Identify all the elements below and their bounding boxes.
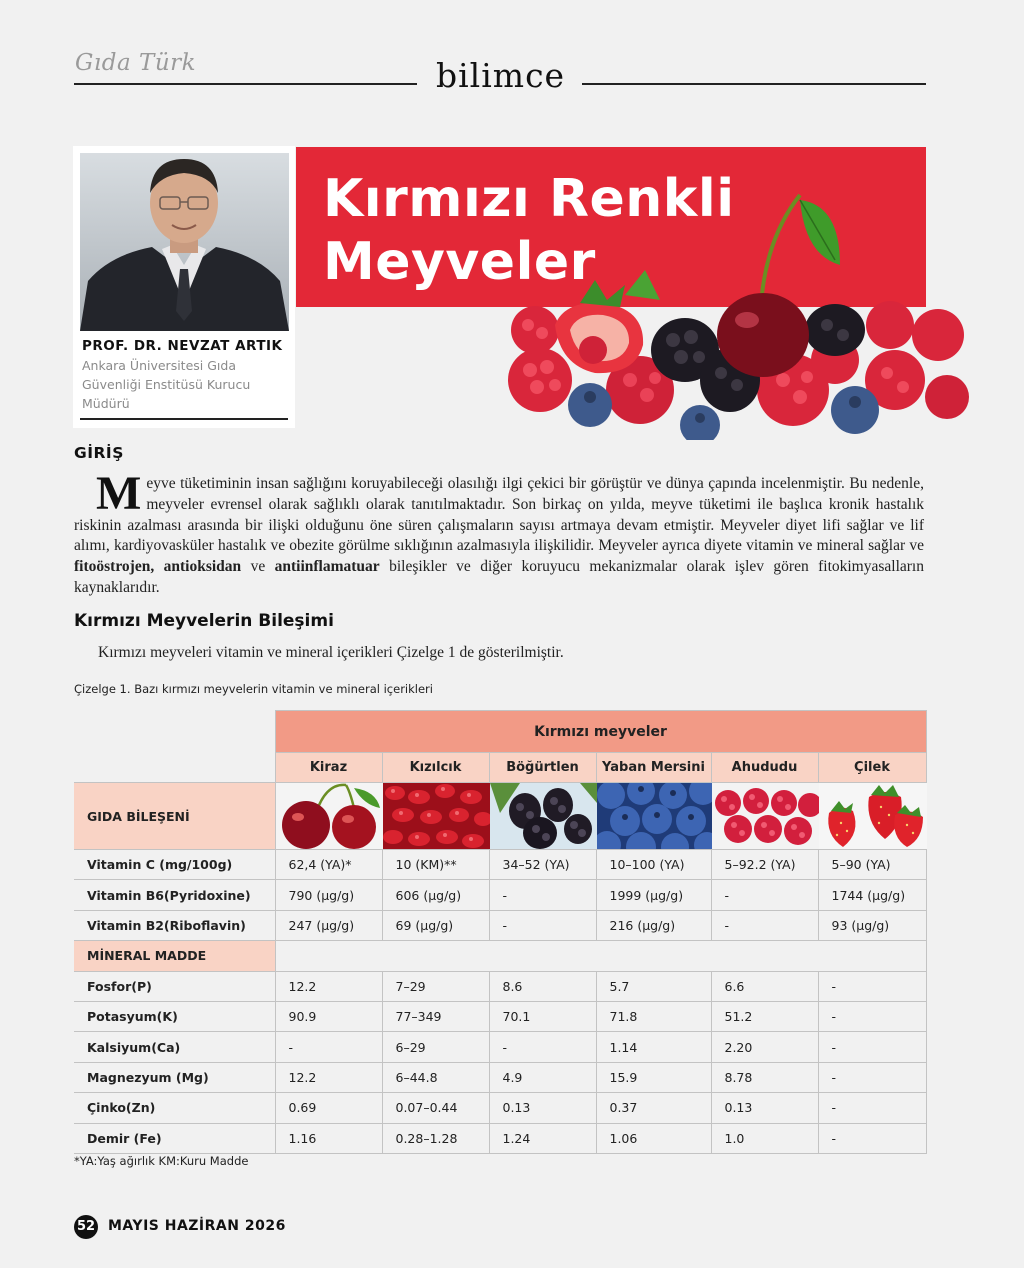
table-cell: 1.16 bbox=[275, 1123, 382, 1153]
intro-heading: GİRİŞ bbox=[74, 444, 124, 462]
table-cell: 1.24 bbox=[489, 1123, 596, 1153]
table-cell: 70.1 bbox=[489, 1001, 596, 1031]
table-cell: 1.14 bbox=[596, 1032, 711, 1062]
table-cell: 0.69 bbox=[275, 1093, 382, 1123]
table-cell: - bbox=[818, 1032, 926, 1062]
berries-illustration bbox=[495, 185, 975, 440]
intro-bold-2: antiinflamatuar bbox=[274, 558, 380, 576]
cilek-image bbox=[818, 783, 926, 850]
bogurtlen-image bbox=[489, 783, 596, 850]
table-cell: 0.37 bbox=[596, 1093, 711, 1123]
header-rule-left bbox=[74, 83, 417, 85]
table-cell: 34–52 (YA) bbox=[489, 850, 596, 880]
table-cell: - bbox=[275, 1032, 382, 1062]
table-cell: 10–100 (YA) bbox=[596, 850, 711, 880]
table-cell: 0.07–0.44 bbox=[382, 1093, 489, 1123]
table-cell: 5–90 (YA) bbox=[818, 850, 926, 880]
table-cell: 6–44.8 bbox=[382, 1062, 489, 1092]
table-cell: 10 (KM)** bbox=[382, 850, 489, 880]
table-row bbox=[74, 1032, 926, 1062]
table-cell: - bbox=[489, 910, 596, 940]
table-cell: 1.06 bbox=[596, 1123, 711, 1153]
table-image-row bbox=[74, 783, 926, 850]
table-cell: 247 (µg/g) bbox=[275, 910, 382, 940]
table-cell: 6–29 bbox=[382, 1032, 489, 1062]
table-cell: 51.2 bbox=[711, 1001, 818, 1031]
table-row bbox=[74, 910, 926, 940]
table-row bbox=[74, 1062, 926, 1092]
table-group-header-row bbox=[74, 711, 926, 753]
blueberry-icon bbox=[568, 383, 612, 427]
table-row bbox=[74, 971, 926, 1001]
table-row bbox=[74, 850, 926, 880]
composition-heading: Kırmızı Meyvelerin Bileşimi bbox=[74, 611, 334, 631]
row-label: Çinko(Zn) bbox=[74, 1093, 275, 1123]
author-photo bbox=[80, 153, 289, 331]
intro-text-2: ve bbox=[241, 558, 275, 576]
header-rule-right bbox=[582, 83, 926, 85]
table-fruit-header-row bbox=[74, 753, 926, 783]
section-title: bilimce bbox=[436, 56, 566, 95]
article-title-line1: Kırmızı Renkli bbox=[323, 169, 735, 229]
table-cell: - bbox=[818, 1123, 926, 1153]
fruit-header-ahududu: Ahududu bbox=[711, 753, 818, 783]
row-label: Magnezyum (Mg) bbox=[74, 1062, 275, 1092]
table-cell: 5.7 bbox=[596, 971, 711, 1001]
group-header: Kırmızı meyveler bbox=[275, 711, 926, 753]
intro-text-3: bileşikler ve diğer koruyucu mekanizmalar olarak işlev gören fitokimyasalların kaynaklarıdır. bbox=[74, 558, 924, 596]
row-label: Vitamin B2(Riboflavin) bbox=[74, 910, 275, 940]
table-cell: 62,4 (YA)* bbox=[275, 850, 382, 880]
raspberry-icon bbox=[508, 348, 572, 412]
row-label: Fosfor(P) bbox=[74, 971, 275, 1001]
row-label: Potasyum(K) bbox=[74, 1001, 275, 1031]
table-cell: 8.6 bbox=[489, 971, 596, 1001]
fruit-header-cilek: Çilek bbox=[818, 753, 926, 783]
table-row bbox=[74, 880, 926, 910]
composition-text: Kırmızı meyveleri vitamin ve mineral içerikleri Çizelge 1 de gösterilmiştir. bbox=[98, 644, 564, 661]
component-label: GIDA BİLEŞENİ bbox=[74, 783, 275, 850]
table-cell: 90.9 bbox=[275, 1001, 382, 1031]
table-cell: 93 (µg/g) bbox=[818, 910, 926, 940]
table-cell: 1.0 bbox=[711, 1123, 818, 1153]
table-cell: 6.6 bbox=[711, 971, 818, 1001]
table-cell: 0.28–1.28 bbox=[382, 1123, 489, 1153]
table-cell: - bbox=[489, 1032, 596, 1062]
intro-text-1: eyve tüketiminin insan sağlığını koruyabileceği olasılığı ilgi çekici bir görüştür ve dünya çapında incelenmiştir. Bu nedenle, meyveler evrensel olarak sağlıklı olarak tanıtılmaktadır. Son birkaç on yılda, meyve tüketimi ile başlıca kronik hastalık riskinin azalması arasında bir ilişki olduğunu öne süren çalışmaların sayısı artmaya devam etmiştir. Meyveler diyet lifi sağlar ve lif alımı, kardiyovasküler hastalık ve obezite görülme sıklığının azalmasıyla ilişkilidir. Meyveler ayrıca diyete vitamin ve mineral sağlar ve bbox=[74, 475, 924, 555]
author-affiliation: Ankara Üniversitesi Gıda Güvenliği Enstitüsü Kurucu Müdürü bbox=[82, 358, 251, 411]
ahududu-image bbox=[711, 783, 818, 850]
row-label: Kalsiyum(Ca) bbox=[74, 1032, 275, 1062]
table-cell: 4.9 bbox=[489, 1062, 596, 1092]
page-number: 52 bbox=[74, 1215, 98, 1239]
table-cell: 790 (µg/g) bbox=[275, 880, 382, 910]
table-cell: - bbox=[711, 910, 818, 940]
table-cell: - bbox=[818, 1001, 926, 1031]
table-cell: - bbox=[711, 880, 818, 910]
table-cell: 5–92.2 (YA) bbox=[711, 850, 818, 880]
kizilcik-image bbox=[382, 783, 489, 850]
table-cell: 15.9 bbox=[596, 1062, 711, 1092]
table-cell: 7–29 bbox=[382, 971, 489, 1001]
kiraz-image bbox=[275, 783, 382, 850]
table-footnote: *YA:Yaş ağırlık KM:Kuru Madde bbox=[74, 1154, 249, 1168]
fruit-header-kiraz: Kiraz bbox=[275, 753, 382, 783]
fruit-header-bogurtlen: Böğürtlen bbox=[489, 753, 596, 783]
issue-label: MAYIS HAZİRAN 2026 bbox=[108, 1218, 286, 1234]
table-cell: 1999 (µg/g) bbox=[596, 880, 711, 910]
fruit-header-kizilcik: Kızılcık bbox=[382, 753, 489, 783]
table-cell: 69 (µg/g) bbox=[382, 910, 489, 940]
table-cell: 71.8 bbox=[596, 1001, 711, 1031]
table-cell: - bbox=[818, 971, 926, 1001]
intro-bold-1: fitoöstrojen, antioksidan bbox=[74, 558, 242, 576]
table-cell: - bbox=[818, 1062, 926, 1092]
table-cell: 1744 (µg/g) bbox=[818, 880, 926, 910]
magazine-brand-logo: Gıda Türk bbox=[75, 50, 197, 76]
table-cell: 216 (µg/g) bbox=[596, 910, 711, 940]
row-label: Demir (Fe) bbox=[74, 1123, 275, 1153]
nutrient-table bbox=[74, 710, 927, 1154]
row-label: Vitamin C (mg/100g) bbox=[74, 850, 275, 880]
table-cell: 8.78 bbox=[711, 1062, 818, 1092]
table-cell: 77–349 bbox=[382, 1001, 489, 1031]
row-label: Vitamin B6(Pyridoxine) bbox=[74, 880, 275, 910]
intro-paragraph bbox=[74, 467, 924, 599]
author-card-rule bbox=[80, 418, 288, 420]
author-name: PROF. DR. NEVZAT ARTIK bbox=[82, 338, 283, 354]
drop-cap: M bbox=[96, 467, 142, 520]
table-cell: 2.20 bbox=[711, 1032, 818, 1062]
article-title-line2: Meyveler bbox=[323, 232, 596, 292]
table-row bbox=[74, 1123, 926, 1153]
table-caption: Çizelge 1. Bazı kırmızı meyvelerin vitamin ve mineral içerikleri bbox=[74, 682, 433, 696]
table-cell: 12.2 bbox=[275, 1062, 382, 1092]
table-cell: - bbox=[818, 1093, 926, 1123]
table-cell: 12.2 bbox=[275, 971, 382, 1001]
table-row bbox=[74, 1001, 926, 1031]
table-cell: 0.13 bbox=[711, 1093, 818, 1123]
table-cell: - bbox=[489, 880, 596, 910]
table-row bbox=[74, 1093, 926, 1123]
fruit-header-yaban-mersini: Yaban Mersini bbox=[596, 753, 711, 783]
table-cell: 0.13 bbox=[489, 1093, 596, 1123]
table-cell: 606 (µg/g) bbox=[382, 880, 489, 910]
mineral-section-row bbox=[74, 941, 926, 971]
mineral-label: MİNERAL MADDE bbox=[74, 941, 275, 971]
yaban-mersini-image bbox=[596, 783, 711, 850]
